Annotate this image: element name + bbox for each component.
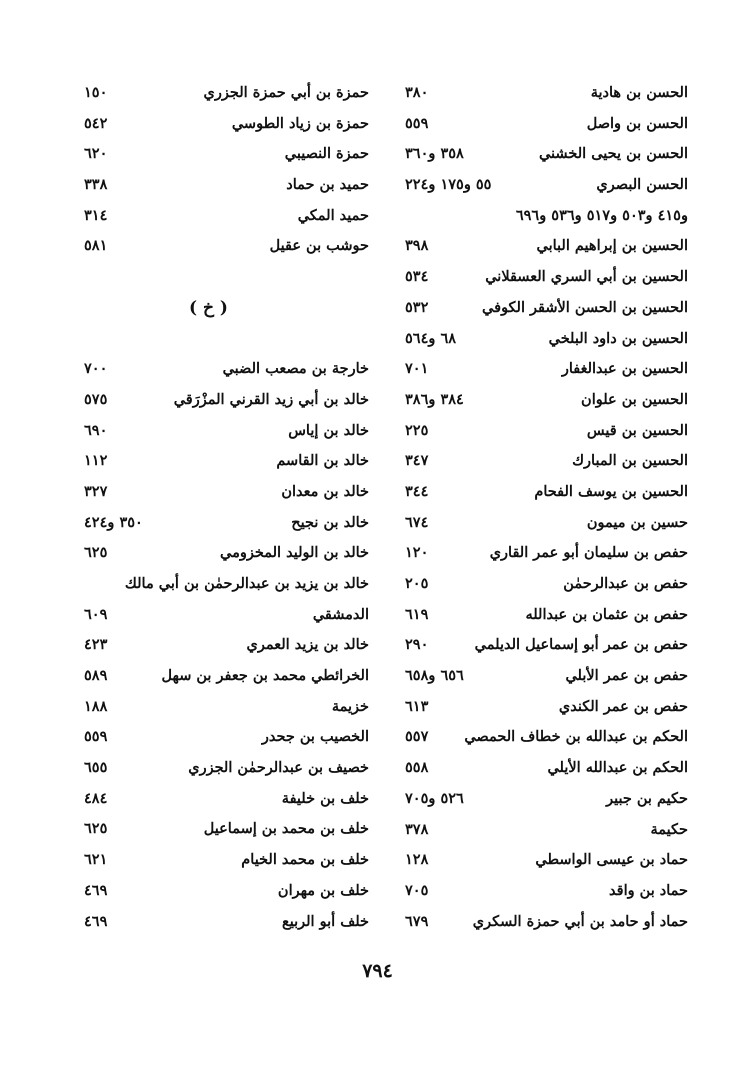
entry-name: الحسين بن علوان [581, 390, 688, 408]
entry-name: حسين بن ميمون [586, 513, 688, 531]
entry-name: الحسين بن قيس [586, 421, 688, 439]
index-entry [84, 78, 369, 109]
entry-pages: ٥٣٢ [405, 298, 429, 316]
entry-name: حماد بن عيسى الواسطي [535, 851, 688, 869]
entry-pages: ٥٥٩ [405, 114, 429, 132]
index-entry [405, 753, 688, 784]
index-entry [84, 876, 369, 907]
entry-pages: ٦٥٥ [84, 759, 108, 777]
index-entry [84, 753, 369, 784]
entry-name: الحسين بن إبراهيم البابي [536, 237, 688, 255]
entry-pages: ٧٠٥ [405, 881, 429, 899]
entry-name: خالد بن إياس [288, 421, 369, 439]
entry-pages: ٢٢٥ [405, 421, 429, 439]
entry-name: خالد بن أبي زيد القرني المزْرَقي [173, 390, 369, 408]
entry-name: خالد بن القاسم [276, 452, 369, 470]
entry-pages: ٥٥٩ [84, 728, 108, 746]
entry-pages: ٦٧٩ [405, 912, 429, 930]
entry-name: حمزة النصيبي [284, 145, 369, 163]
entry-pages: ٦٧٤ [405, 513, 429, 531]
index-entry [84, 170, 369, 201]
entry-name: حكيمة [650, 820, 688, 838]
index-entry [84, 416, 369, 447]
entry-pages: ٥٨٩ [84, 667, 108, 684]
entry-pages: ٤٦٩ [84, 912, 108, 930]
left-column [84, 78, 369, 937]
index-entry [405, 109, 688, 140]
entry-name: خالد بن معدان [281, 482, 369, 500]
index-entry [405, 907, 688, 938]
letter-heading-text: ( خ ) [189, 298, 228, 319]
entry-pages: ٣٤٧ [405, 452, 429, 470]
entry-name: حميد بن حماد [286, 176, 369, 194]
index-entry [405, 538, 688, 569]
entry-pages: ٣١٤ [84, 206, 108, 224]
entry-name: خلف بن خليفة [281, 789, 369, 807]
entry-pages: ٢٩٠ [405, 636, 429, 654]
index-entry [84, 538, 369, 569]
entry-name: حكيم بن جبير [606, 789, 688, 807]
entry-pages: ٤٢٣ [84, 636, 108, 654]
index-entry [84, 354, 369, 385]
entry-name: خصيف بن عبدالرحمٰن الجزري [188, 759, 369, 777]
entry-pages: ٦١٩ [405, 605, 429, 623]
entry-name: خلف أبو الربيع [282, 912, 369, 930]
entry-name: الحسن بن يحيى الخشني [538, 145, 688, 163]
entry-name: و٤١٥ و٥٠٣ و٥١٧ و٥٣٦ و٦٩٦ [515, 206, 688, 224]
entry-pages: ٦٠٩ [84, 605, 108, 623]
index-entry [405, 170, 688, 201]
index-entry [405, 876, 688, 907]
entry-pages: ٥٤٢ [84, 114, 108, 132]
entry-name: حفص بن عمر الكندي [558, 697, 688, 715]
entry-name: الخصيب بن جحدر [261, 728, 369, 746]
index-entry [405, 354, 688, 385]
entry-name: الحسين بن أبي السري العسقلاني [485, 268, 688, 286]
entry-name: حمزة بن زياد الطوسي [231, 114, 369, 132]
entry-name: خارجة بن مصعب الضبي [222, 360, 369, 378]
entry-pages: ٦٢١ [84, 851, 108, 869]
index-entry [405, 508, 688, 539]
entry-name: حوشب بن عقيل [269, 237, 369, 255]
entry-pages: ٦٢٥ [84, 820, 108, 838]
index-entry [405, 139, 688, 170]
index-entry [84, 600, 369, 631]
index-entry [405, 385, 688, 416]
entry-name: خالد بن يزيد العمري [246, 636, 369, 654]
entry-pages: ٦٩٠ [84, 421, 108, 439]
entry-pages: ٦٥٦ و٦٥٨ [405, 667, 464, 685]
index-entry [405, 692, 688, 723]
entry-pages: ٣٩٨ [405, 237, 429, 255]
entry-name: الحسين بن المبارك [572, 452, 688, 470]
index-entry [84, 814, 369, 845]
right-column [405, 78, 688, 937]
entry-pages: ١٢٨ [405, 851, 429, 869]
letter-heading [84, 262, 369, 354]
entry-name: خلف بن مهران [277, 881, 369, 899]
index-entry [405, 661, 688, 692]
index-entry [405, 569, 688, 600]
entry-name: الحسن بن واصل [586, 114, 688, 132]
entry-name: حماد أو حامد بن أبي حمزة السكري [472, 912, 688, 930]
entry-pages: ٣٢٧ [84, 482, 108, 500]
entry-pages: ٧٠١ [405, 360, 429, 378]
index-entry [84, 139, 369, 170]
entry-pages: ٣٥٨ و٣٦٠ [405, 145, 464, 163]
index-entry [405, 262, 688, 293]
entry-name: خالد بن نجيح [291, 513, 369, 531]
entry-pages: ٤٦٩ [84, 881, 108, 899]
entry-name: الحسين بن عبدالغفار [561, 360, 688, 378]
entry-name: خزيمة [331, 697, 369, 715]
entry-pages: ٣٣٨ [84, 176, 108, 194]
index-entry [405, 293, 688, 324]
entry-name: حفص بن عثمان بن عبدالله [525, 605, 688, 623]
entry-pages: ٥٥٧ [405, 728, 429, 746]
entry-pages: ٦٢٠ [84, 145, 108, 163]
entry-name: حفص بن سليمان أبو عمر القاري [489, 544, 688, 562]
index-entry [84, 231, 369, 262]
index-entry [405, 784, 688, 815]
entry-pages: ٣٨٤ و٣٨٦ [405, 390, 464, 408]
entry-pages: ٣٤٤ [405, 482, 429, 500]
entry-name: الحسن بن هادية [590, 84, 688, 101]
entry-name: الحسين بن داود البلخي [548, 329, 688, 347]
index-entry [84, 661, 369, 692]
entry-pages: ٣٧٨ [405, 820, 429, 838]
entry-pages: ٥٢٦ و٧٠٥ [405, 789, 464, 807]
entry-pages: ١١٢ [84, 452, 108, 470]
left-column-top-entries [84, 78, 369, 262]
entry-pages: ٦١٣ [405, 697, 429, 715]
index-entry [84, 907, 369, 938]
entry-name: الحسين بن يوسف الفحام [534, 482, 688, 500]
entry-pages: ٢٠٥ [405, 575, 429, 592]
page-number: ٧٩٤ [362, 960, 393, 982]
index-entry [84, 845, 369, 876]
entry-name: الحسن البصري [596, 176, 688, 194]
left-column-bottom-entries [84, 354, 369, 937]
entry-pages: ١٢٠ [405, 544, 429, 562]
entry-pages: ١٨٨ [84, 697, 108, 715]
entry-pages: ٦٢٥ [84, 544, 108, 562]
index-entry [405, 324, 688, 355]
entry-name: حمزة بن أبي حمزة الجزري [203, 84, 369, 101]
entry-name: الحسين بن الحسن الأشقر الكوفي [482, 298, 688, 316]
index-entry [405, 231, 688, 262]
index-entry [84, 569, 369, 600]
index-entry [405, 201, 688, 232]
index-entry [84, 446, 369, 477]
entry-name: الخرائطي محمد بن جعفر بن سهل [161, 667, 369, 684]
index-entry [84, 201, 369, 232]
entry-name: الحكم بن عبدالله بن خطاف الحمصي [464, 728, 688, 746]
entry-pages: ٣٥٠ و٤٢٤ [84, 513, 143, 531]
index-entry [84, 630, 369, 661]
entry-name: خالد بن يزيد بن عبدالرحمٰن بن أبي مالك [124, 574, 369, 592]
entry-name: خلف بن محمد بن إسماعيل [203, 820, 369, 838]
entry-name: خلف بن محمد الخيام [241, 851, 369, 869]
entry-pages: ٥٥ و١٧٥ و٢٢٤ [405, 176, 492, 194]
entry-pages: ٥٥٨ [405, 759, 429, 777]
entry-name: خالد بن الوليد المخزومي [219, 544, 369, 562]
index-entry [84, 385, 369, 416]
index-entry [405, 446, 688, 477]
index-entry [84, 477, 369, 508]
entry-name: الدمشقي [312, 605, 369, 623]
entry-pages: ٧٠٠ [84, 360, 108, 378]
entry-pages: ٥٧٥ [84, 390, 108, 408]
index-entry [405, 722, 688, 753]
entry-pages: ٥٨١ [84, 237, 108, 255]
index-entry [405, 78, 688, 109]
index-entry [84, 109, 369, 140]
entry-name: حفص بن عبدالرحمٰن [563, 575, 688, 592]
index-entry [84, 784, 369, 815]
index-entry [405, 600, 688, 631]
index-entry [84, 722, 369, 753]
entry-pages: ٣٨٠ [405, 84, 429, 101]
entry-pages: ٤٨٤ [84, 789, 108, 807]
entry-name: حميد المكي [297, 206, 369, 224]
entry-name: حفص بن عمر الأبلي [565, 667, 688, 685]
entry-name: حماد بن واقد [609, 881, 688, 899]
index-entry [405, 416, 688, 447]
entry-pages: ٥٣٤ [405, 268, 429, 286]
index-entry [405, 815, 688, 846]
index-entry [84, 508, 369, 539]
index-entry [405, 630, 688, 661]
index-entry [405, 845, 688, 876]
entry-name: حفص بن عمر أبو إسماعيل الديلمي [474, 636, 688, 654]
entry-pages: ١٥٠ [84, 84, 108, 101]
entry-name: الحكم بن عبدالله الأيلي [547, 759, 688, 777]
index-entry [405, 477, 688, 508]
index-entry [84, 692, 369, 723]
entry-pages: ٦٨ و٥٦٤ [405, 329, 457, 347]
